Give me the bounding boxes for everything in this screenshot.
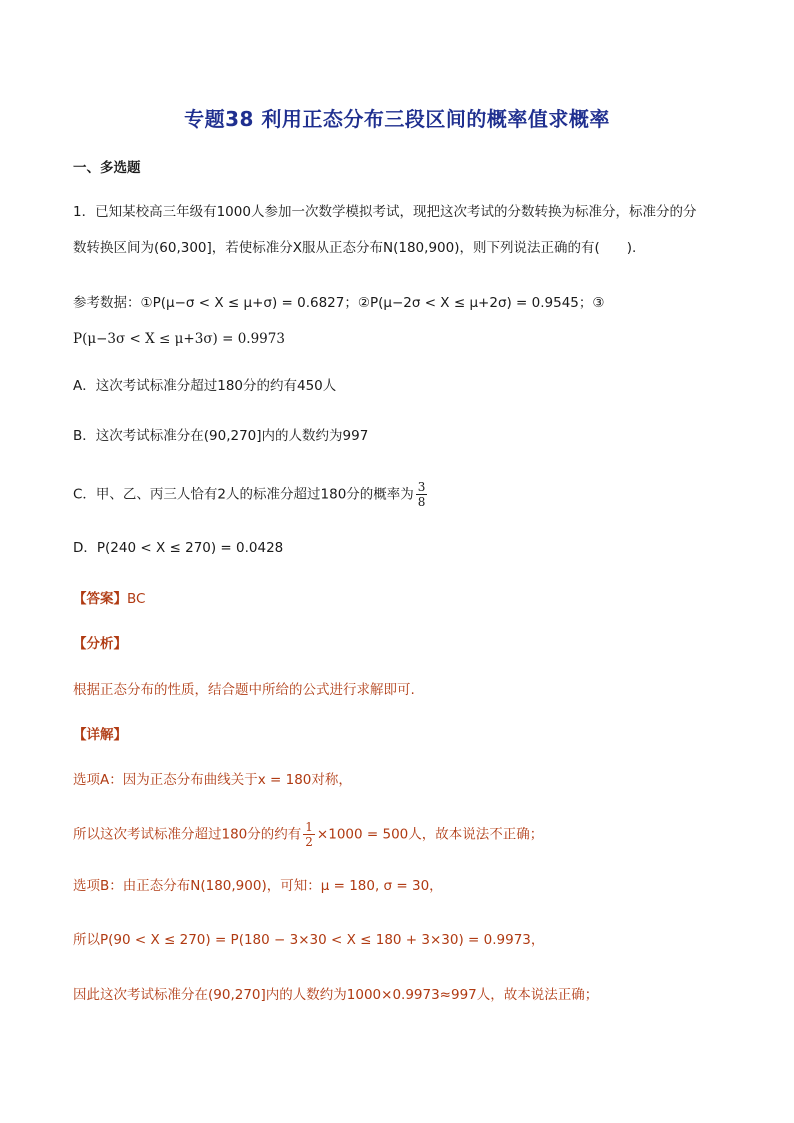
- question-text-line-1: 1．已知某校高三年级有1000人参加一次数学模拟考试，现把这次考试的分数转换为标准分，标准分的分: [73, 204, 697, 220]
- detail-line-3: 选项B：由正态分布N(180,900)，可知：μ = 180, σ = 30，: [73, 878, 443, 894]
- detail-line-2-suffix: ×1000 = 500人，故本说法不正确；: [316, 826, 544, 843]
- detail-line-2: [73, 820, 543, 849]
- detail-tag: 【详解】: [73, 727, 127, 743]
- answer-value: BC: [127, 591, 146, 607]
- question-text-line-2: 数转换区间为(60,300]，若使标准分X服从正态分布N(180,900)，则下列说法正确的有( ).: [73, 240, 637, 256]
- option-c-denominator: 8: [417, 495, 426, 509]
- option-b: B．这次考试标准分在(90,270]内的人数约为997: [73, 428, 369, 444]
- option-d: D．P(240 < X ≤ 270) = 0.0428: [73, 540, 284, 556]
- page-title: 专题38 利用正态分布三段区间的概率值求概率: [184, 107, 610, 131]
- detail-line-4: 所以P(90 < X ≤ 270) = P(180 − 3×30 < X ≤ 180 + 3×30) = 0.9973，: [73, 932, 545, 948]
- reference-data-line-1: 参考数据：①P(μ−σ < X ≤ μ+σ) = 0.6827；②P(μ−2σ < X ≤ μ+2σ) = 0.9545；③: [73, 295, 605, 311]
- section-heading: 一、多选题: [73, 160, 141, 176]
- answer-line: [73, 589, 145, 609]
- option-c-text: C．甲、乙、丙三人恰有2人的标准分超过180分的概率为: [73, 486, 414, 503]
- answer-tag: 【答案】: [73, 591, 127, 607]
- analysis-text: 根据正态分布的性质，结合题中所给的公式进行求解即可.: [73, 682, 415, 698]
- detail-line-2-prefix: 所以这次考试标准分超过180分的约有: [73, 826, 302, 843]
- detail-line-2-fraction: [303, 820, 315, 849]
- reference-data-line-2: P(μ−3σ < X ≤ μ+3σ) = 0.9973: [73, 331, 285, 347]
- option-c-fraction: [416, 480, 428, 509]
- detail-line-2-numerator: 1: [305, 820, 313, 834]
- detail-line-5: 因此这次考试标准分在(90,270]内的人数约为1000×0.9973≈997人，故本说法正确；: [73, 987, 599, 1003]
- option-c: [73, 480, 429, 509]
- detail-line-2-denominator: 2: [305, 835, 313, 849]
- detail-line-1: 选项A：因为正态分布曲线关于x = 180对称，: [73, 772, 352, 788]
- option-c-numerator: 3: [417, 480, 426, 494]
- option-a: A．这次考试标准分超过180分的约有450人: [73, 378, 337, 394]
- analysis-tag: 【分析】: [73, 636, 127, 652]
